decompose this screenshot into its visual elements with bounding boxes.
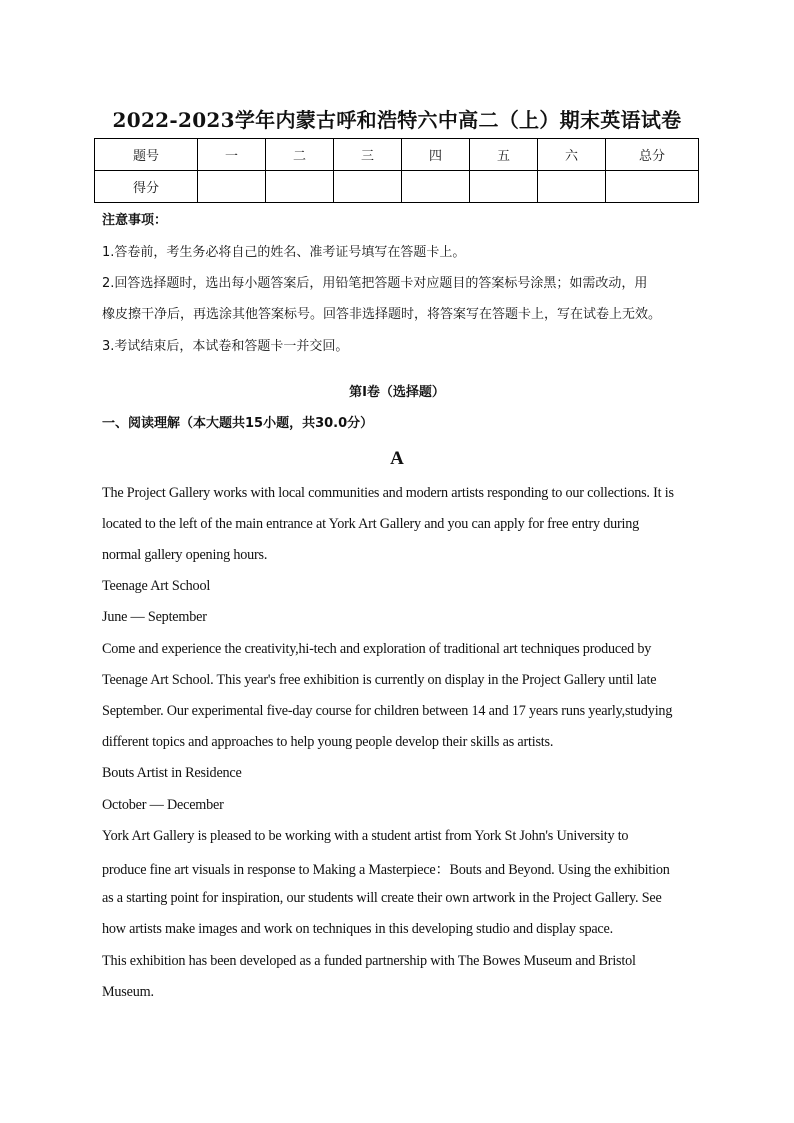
notes-heading: 注意事项：: [102, 213, 168, 228]
passage-line: located to the left of the main entrance at York Art Gallery and you can apply for free entry during: [102, 516, 640, 532]
passage-line: Teenage Art School. This year's free exhibition is currently on display in the Project Gallery until late: [102, 672, 657, 688]
score-header-cell: 题号: [95, 139, 198, 171]
score-table: [94, 138, 699, 203]
score-cell: [470, 171, 538, 203]
score-header-cell: 五: [470, 139, 538, 171]
score-cell: [606, 171, 699, 203]
score-header-cell: 二: [266, 139, 334, 171]
exam-title: 2022-2023学年内蒙古呼和浩特六中高二（上）期末英语试卷: [112, 108, 682, 132]
score-table-header-row: [95, 139, 699, 171]
passage-dates: October — December: [102, 797, 224, 813]
score-header-cell: 一: [198, 139, 266, 171]
passage-label: A: [390, 448, 404, 469]
passage-line: Museum.: [102, 984, 154, 1000]
passage-line: This exhibition has been developed as a funded partnership with The Bowes Museum and Bristol: [102, 953, 636, 969]
passage-subheading: Bouts Artist in Residence: [102, 765, 242, 781]
score-row-label: 得分: [95, 171, 198, 203]
score-header-cell: 六: [538, 139, 606, 171]
passage-subheading: Teenage Art School: [102, 578, 211, 594]
score-header-cell: 四: [402, 139, 470, 171]
passage-line: produce fine art visuals in response to Making a Masterpiece：Bouts and Beyond. Using the exhibition: [102, 862, 670, 878]
passage-line: York Art Gallery is pleased to be working with a student artist from York St John's University to: [102, 828, 629, 844]
passage-line: different topics and approaches to help young people develop their skills as artists.: [102, 734, 554, 750]
section-title: 第Ⅰ卷（选择题）: [349, 385, 445, 400]
score-cell: [402, 171, 470, 203]
passage-line: as a starting point for inspiration, our students will create their own artwork in the Project Gallery. See: [102, 890, 662, 906]
score-cell: [198, 171, 266, 203]
passage-line: how artists make images and work on techniques in this developing studio and display space.: [102, 921, 613, 937]
notes-item: 1.答卷前，考生务必将自己的姓名、准考证号填写在答题卡上。: [102, 245, 466, 260]
notes-item: 3.考试结束后，本试卷和答题卡一并交回。: [102, 339, 349, 354]
score-cell: [538, 171, 606, 203]
passage-line: September. Our experimental five-day course for children between 14 and 17 years runs yearly,studying: [102, 703, 673, 719]
notes-item: 2.回答选择题时，选出每小题答案后，用铅笔把答题卡对应题目的答案标号涂黑；如需改动，用: [102, 276, 648, 291]
passage-line: The Project Gallery works with local communities and modern artists responding to our collections. It is: [102, 485, 674, 501]
passage-line: Come and experience the creativity,hi-tech and exploration of traditional art techniques produced by: [102, 641, 652, 657]
passage-dates: June — September: [102, 609, 207, 625]
score-cell: [266, 171, 334, 203]
part-heading: 一、阅读理解（本大题共15小题，共30.0分）: [102, 416, 374, 431]
passage-line: normal gallery opening hours.: [102, 547, 268, 563]
score-table-score-row: [95, 171, 699, 203]
score-header-cell: 三: [334, 139, 402, 171]
score-header-cell: 总分: [606, 139, 699, 171]
score-cell: [334, 171, 402, 203]
notes-item: 橡皮擦干净后，再选涂其他答案标号。回答非选择题时，将答案写在答题卡上，写在试卷上无效。: [102, 307, 662, 322]
